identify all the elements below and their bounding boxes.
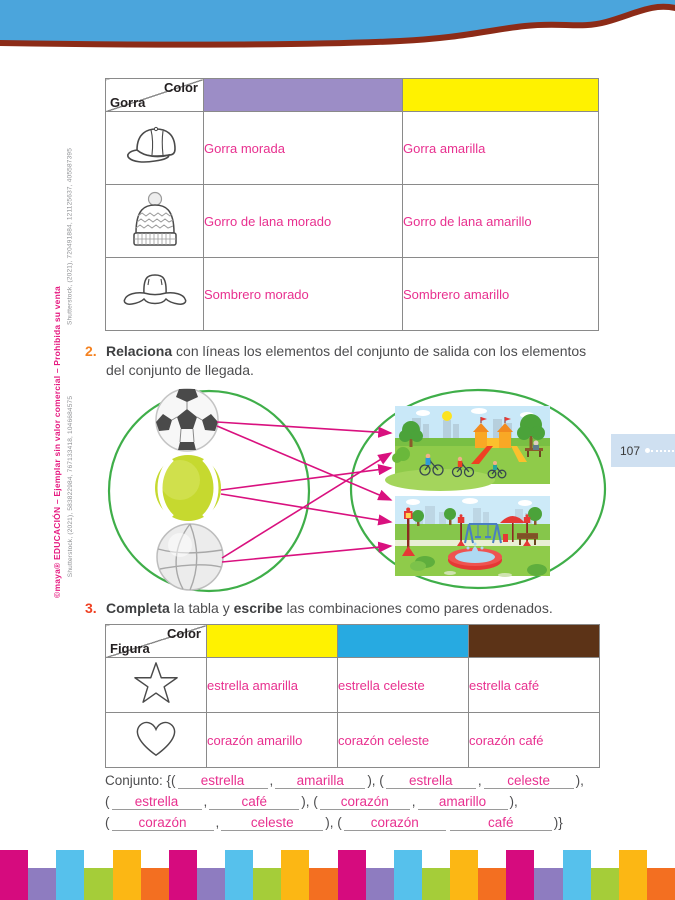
exercise-2-number: 2. xyxy=(85,343,97,359)
conjunto-static: ), ( xyxy=(367,773,384,788)
conjunto-static: ), xyxy=(575,773,584,788)
heart-cell xyxy=(106,713,207,768)
color-bar xyxy=(281,850,309,900)
exercise-3-text xyxy=(106,599,606,618)
answer-blank: celeste xyxy=(484,773,574,789)
color-bar xyxy=(394,850,422,900)
table1-corner-color-label: Color xyxy=(164,80,198,95)
conjunto-static: Conjunto: {( xyxy=(105,773,176,788)
baseball-cap-cell xyxy=(106,112,204,185)
answer-blank: amarillo xyxy=(418,794,508,810)
table1-corner-gorra-label: Gorra xyxy=(110,95,146,110)
exercise-3-bold1: Completa xyxy=(106,600,170,616)
park-playground-scene xyxy=(385,406,550,491)
tennis-ball xyxy=(155,455,221,521)
color-bar xyxy=(113,850,141,900)
table1-cell: Gorra amarilla xyxy=(403,112,599,185)
conjunto-static: ( xyxy=(105,794,110,809)
color-bar xyxy=(422,868,450,900)
photo-credit-top: Shutterstock, (2021), 720491884, 121125637, 405587395 xyxy=(66,147,74,326)
table1-corner-cell xyxy=(106,79,204,112)
table1-cell: Sombrero morado xyxy=(204,258,403,331)
answer-blank: corazón xyxy=(112,815,214,831)
table2-cell: estrella amarilla xyxy=(207,658,338,713)
table1-cell: Gorro de lana amarillo xyxy=(403,185,599,258)
answer-blank: corazón xyxy=(344,815,446,831)
table1-cell: Gorro de lana morado xyxy=(204,185,403,258)
exercise-2-rest: con líneas los elementos del conjunto de salida con los elementos del conjunto de llegada. xyxy=(106,343,587,379)
brown-color-header xyxy=(469,625,600,658)
color-bar xyxy=(450,850,478,900)
exercise-2-text xyxy=(106,342,606,381)
conjunto-static: , xyxy=(477,773,482,788)
color-bar xyxy=(56,850,84,900)
color-bar xyxy=(253,868,281,900)
sets-matching-diagram xyxy=(95,386,615,598)
park-fountain-scene xyxy=(395,496,550,577)
tab-dot xyxy=(645,448,650,453)
cyan-color-header xyxy=(338,625,469,658)
volleyball xyxy=(157,524,223,590)
exercise-3-mid: la tabla y xyxy=(169,600,234,616)
wool-beanie-icon xyxy=(127,189,183,249)
photo-credit-bottom: Shutterstock, (2021), 583822984, 767133418, 1046684575 xyxy=(67,395,74,578)
color-bar xyxy=(506,850,534,900)
footer-color-bars xyxy=(0,850,675,900)
color-gorra-table xyxy=(105,78,599,331)
conjunto-answer-block xyxy=(105,770,600,833)
table2-corner-cell xyxy=(106,625,207,658)
color-bar xyxy=(141,868,169,900)
table2-cell: corazón amarillo xyxy=(207,713,338,768)
conjunto-static: , xyxy=(215,815,220,830)
conjunto-static: ), ( xyxy=(325,815,342,830)
exercise-2-bold: Relaciona xyxy=(106,343,173,359)
table2-cell: corazón café xyxy=(469,713,600,768)
wool-beanie-cell xyxy=(106,185,204,258)
soccer-ball xyxy=(156,389,218,451)
answer-blank: estrella xyxy=(112,794,202,810)
conjunto-line xyxy=(105,770,600,791)
color-figura-table xyxy=(105,624,600,768)
color-bar xyxy=(647,868,675,900)
exercise-3-bold2: escribe xyxy=(233,600,283,616)
table2-corner-color-label: Color xyxy=(167,626,201,641)
conjunto-static: ), ( xyxy=(301,794,318,809)
exercise-3-rest: las combinaciones como pares ordenados. xyxy=(282,600,553,616)
table2-cell: estrella celeste xyxy=(338,658,469,713)
conjunto-static: )} xyxy=(553,815,563,830)
table2-cell: corazón celeste xyxy=(338,713,469,768)
exercise-2 xyxy=(85,342,605,381)
color-bar xyxy=(534,868,562,900)
yellow-color-header xyxy=(403,79,599,112)
brand-vertical-text: ©maya® EDUCACIÓN – Ejemplar sin valor comercial – Prohibida su venta xyxy=(52,286,62,598)
color-bar xyxy=(0,850,28,900)
color-bar xyxy=(309,868,337,900)
answer-blank: café xyxy=(450,815,552,831)
purple-color-header xyxy=(204,79,403,112)
conjunto-line xyxy=(105,791,600,812)
conjunto-static: , xyxy=(411,794,416,809)
tab-dotted-line xyxy=(651,450,674,452)
header-wave-decoration xyxy=(0,0,675,56)
conjunto-static: , xyxy=(269,773,274,788)
star-icon xyxy=(132,660,180,706)
star-cell xyxy=(106,658,207,713)
conjunto-static: ), xyxy=(509,794,518,809)
color-bar xyxy=(478,868,506,900)
color-bar xyxy=(28,868,56,900)
baseball-cap-icon xyxy=(125,124,185,168)
color-bar xyxy=(338,850,366,900)
color-bar xyxy=(619,850,647,900)
color-bar xyxy=(366,868,394,900)
answer-blank: estrella xyxy=(386,773,476,789)
color-bar xyxy=(169,850,197,900)
conjunto-static: , xyxy=(203,794,208,809)
table2-corner-figura-label: Figura xyxy=(110,641,150,656)
cowboy-hat-icon xyxy=(122,271,188,313)
color-bar xyxy=(563,850,591,900)
page-number: 107 xyxy=(620,443,641,458)
conjunto-line xyxy=(105,812,600,833)
heart-icon xyxy=(131,716,181,760)
answer-blank: amarilla xyxy=(275,773,365,789)
table1-cell: Sombrero amarillo xyxy=(403,258,599,331)
color-bar xyxy=(591,868,619,900)
page-number-tab xyxy=(611,434,675,467)
color-bar xyxy=(84,868,112,900)
color-bar xyxy=(197,868,225,900)
answer-blank: corazón xyxy=(320,794,410,810)
answer-blank: estrella xyxy=(178,773,268,789)
table1-cell: Gorra morada xyxy=(204,112,403,185)
color-bar xyxy=(225,850,253,900)
conjunto-static: ( xyxy=(105,815,110,830)
table2-cell: estrella café xyxy=(469,658,600,713)
answer-blank: celeste xyxy=(221,815,323,831)
exercise-3-number: 3. xyxy=(85,600,97,616)
answer-blank: café xyxy=(209,794,299,810)
cowboy-hat-cell xyxy=(106,258,204,331)
exercise-3 xyxy=(85,599,605,618)
yellow-color-header2 xyxy=(207,625,338,658)
